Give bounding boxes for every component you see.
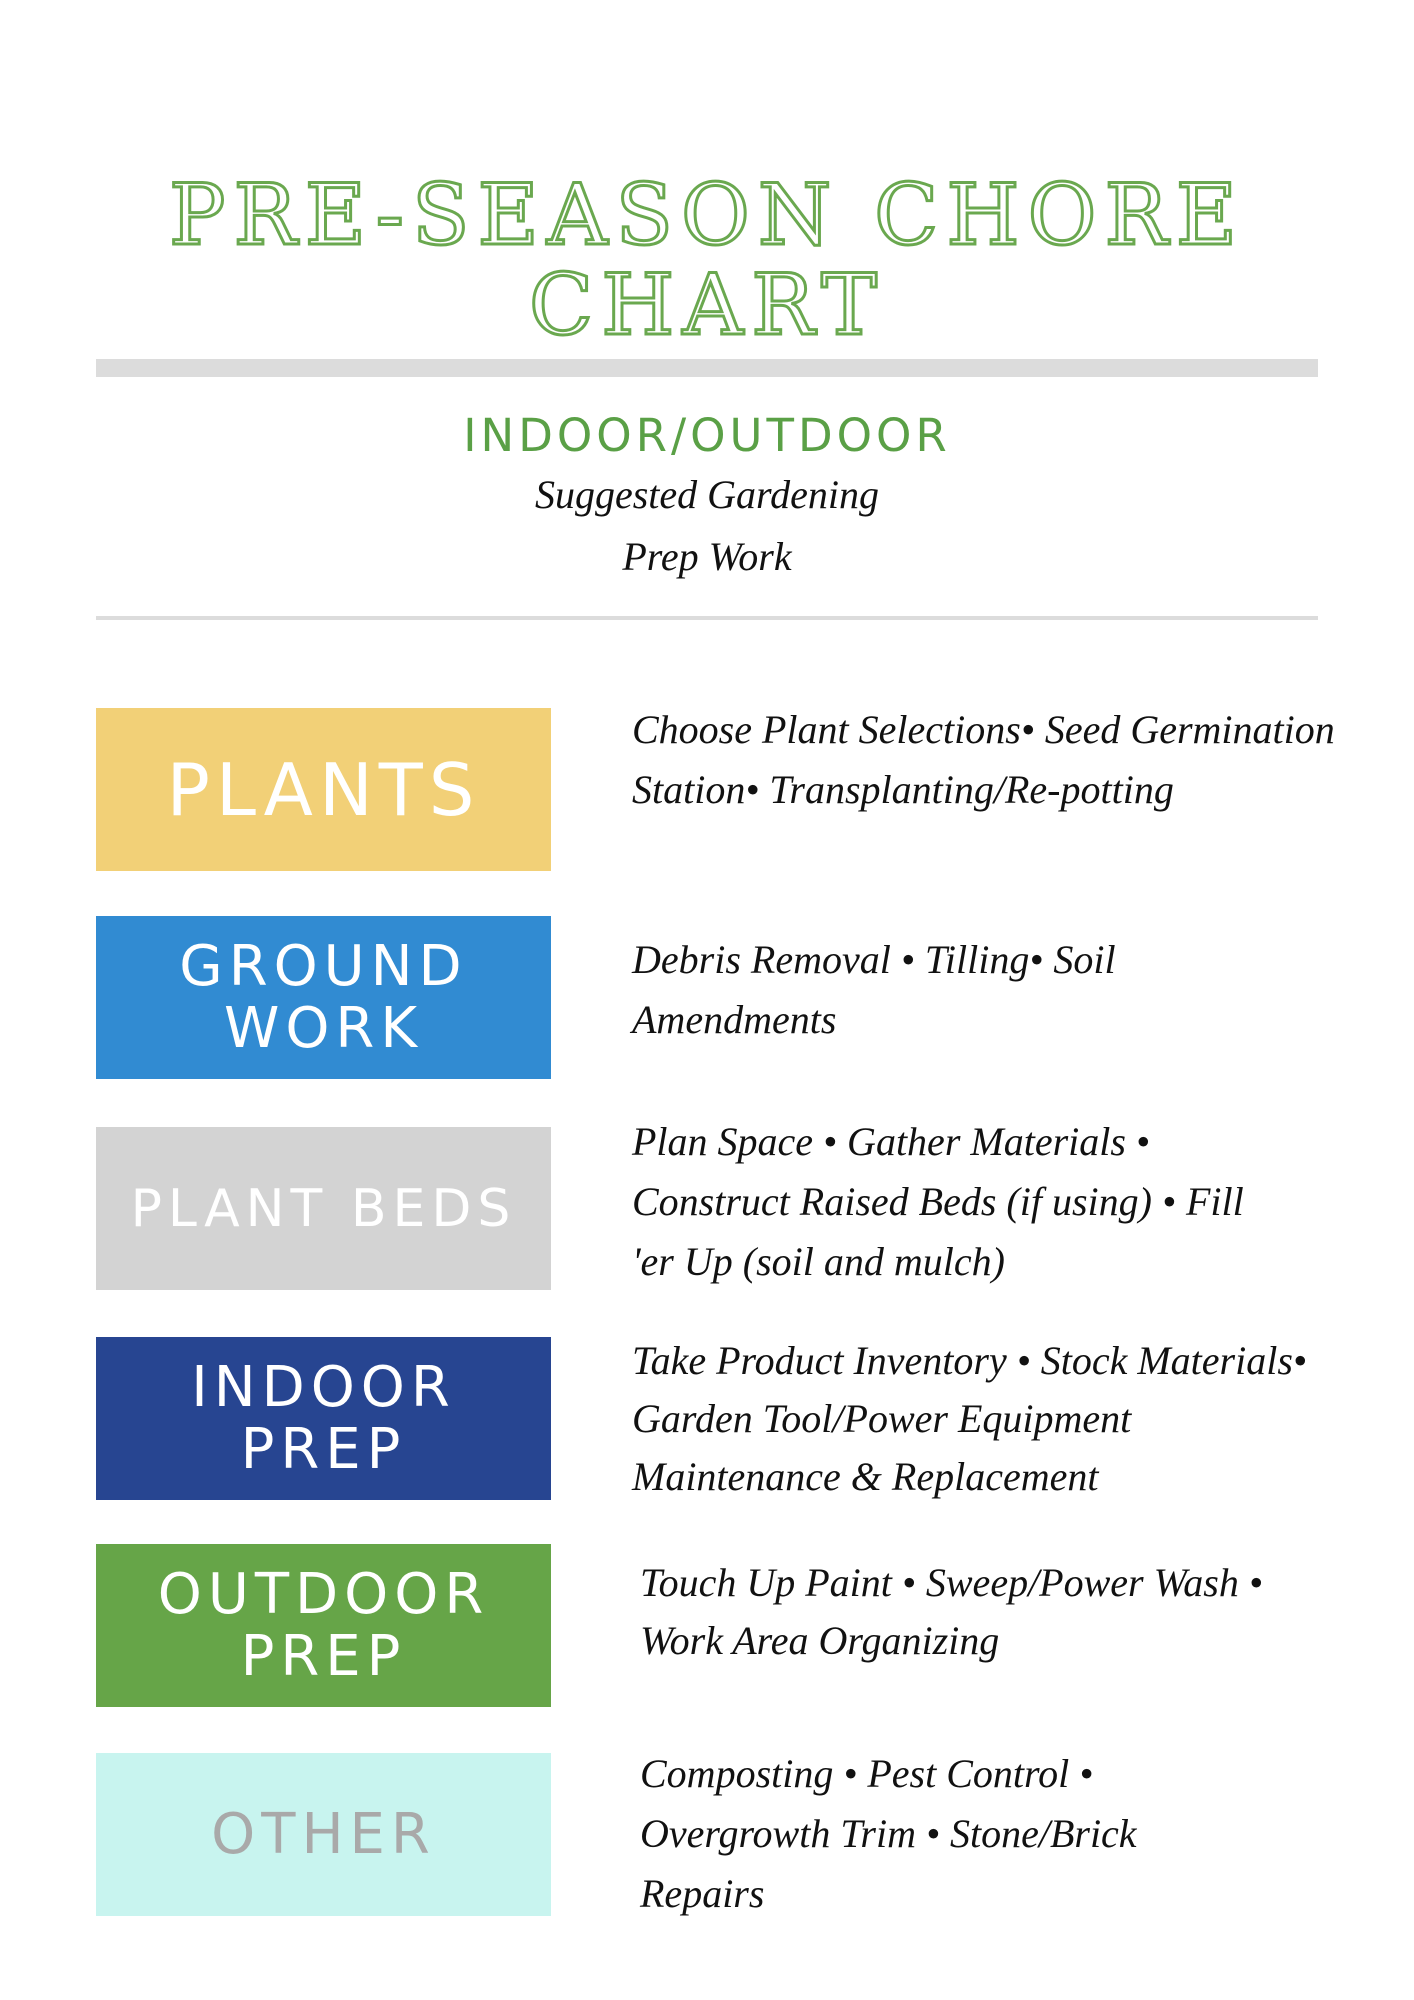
page-subtitle: INDOOR/OUTDOOR	[463, 409, 951, 462]
category-description-indoor-prep: Take Product Inventory • Stock Materials• Garden Tool/Power Equipment Maintenance & Replacement	[632, 1338, 1307, 1499]
page-title: PRE-SEASON CHORE CHART	[168, 166, 1246, 354]
category-description-other: Composting • Pest Control • Overgrowth Trim • Stone/Brick Repairs	[640, 1751, 1137, 1916]
tagline-line-2: Prep Work	[622, 534, 792, 579]
header-divider	[96, 616, 1318, 620]
category-description-ground-work: Debris Removal • Tilling• Soil Amendments	[632, 937, 1116, 1042]
tagline-line-1: Suggested Gardening	[534, 472, 880, 517]
category-label-indoor-prep: INDOOR PREP	[96, 1337, 551, 1500]
category-label-plant-beds: PLANT BEDS	[96, 1127, 551, 1290]
page-tagline	[96, 464, 1318, 588]
category-description-plants: Choose Plant Selections• Seed Germination Station• Transplanting/Re-potting	[632, 707, 1335, 812]
category-description-plant-beds: Plan Space • Gather Materials • Construct Raised Beds (if using) • Fill 'er Up (soil and mulch)	[632, 1119, 1244, 1284]
category-label-ground-work: GROUND WORK	[96, 916, 551, 1079]
title-divider	[96, 359, 1318, 377]
category-label-outdoor-prep: OUTDOOR PREP	[96, 1544, 551, 1707]
category-label-other: OTHER	[96, 1753, 551, 1916]
category-label-plants: PLANTS	[96, 708, 551, 871]
category-description-outdoor-prep: Touch Up Paint • Sweep/Power Wash • Work Area Organizing	[640, 1560, 1263, 1663]
